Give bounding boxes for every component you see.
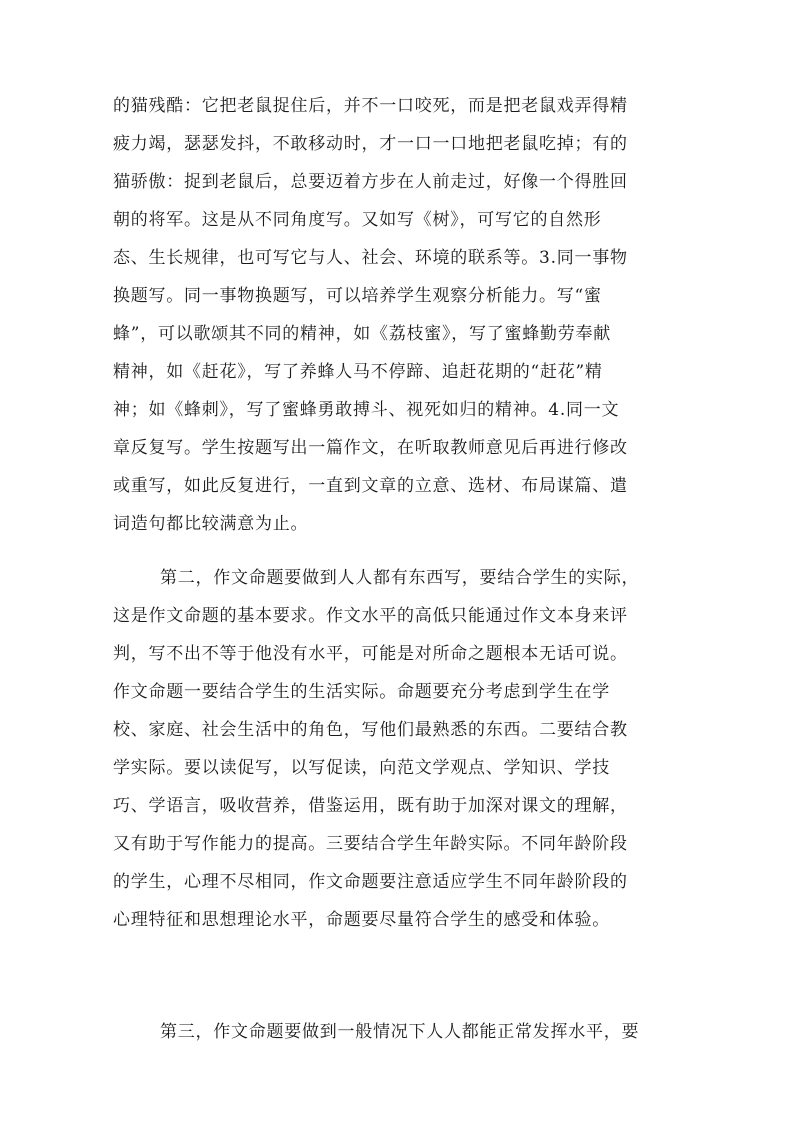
paragraph-1-line-5: 态、生长规律，也可写它与人、社会、环境的联系等。3.同一事物 (113, 248, 628, 268)
paragraph-1-line-4: 朝的将军。这是从不同角度写。又如写《树》，可写它的自然形 (113, 210, 602, 230)
paragraph-3-line-1: 第三，作文命题要做到一般情况下人人都能正常发挥水平，要 (160, 1022, 640, 1042)
paragraph-1-line-12: 词造句都比较满意为止。 (113, 514, 309, 534)
paragraph-1-line-2: 疲力竭，瑟瑟发抖，不敢移动时，才一口一口地把老鼠吃掉；有的 (113, 134, 628, 154)
paragraph-2-line-10: 心理特征和思想理论水平，命题要尽量符合学生的感受和体验。 (113, 910, 610, 930)
paragraph-1-line-6: 换题写。同一事物换题写，可以培养学生观察分析能力。写“蜜 (113, 286, 602, 306)
paragraph-1-line-7: 蜂”，可以歌颂其不同的精神，如《荔枝蜜》，写了蜜蜂勤劳奉献 (113, 324, 611, 344)
paragraph-2-line-8: 又有助于写作能力的提高。三要结合学生年龄实际。不同年龄阶段 (113, 834, 628, 854)
paragraph-2-line-2: 这是作文命题的基本要求。作文水平的高低只能通过作文本身来评 (113, 606, 628, 626)
paragraph-1-line-3: 猫骄傲：捉到老鼠后，总要迈着方步在人前走过，好像一个得胜回 (113, 172, 628, 192)
paragraph-2-line-1: 第二，作文命题要做到人人都有东西写，要结合学生的实际， (160, 568, 640, 588)
paragraph-1-line-1: 的猫残酷：它把老鼠捉住后，并不一口咬死，而是把老鼠戏弄得精 (113, 96, 628, 116)
paragraph-2-line-7: 巧、学语言，吸收营养，借鉴运用，既有助于加深对课文的理解， (113, 796, 628, 816)
paragraph-2-line-5: 校、家庭、社会生活中的角色，写他们最熟悉的东西。二要结合教 (113, 720, 628, 740)
paragraph-1-line-8: 精神，如《赶花》，写了养蜂人马不停蹄、追赶花期的“赶花”精 (113, 362, 603, 382)
paragraph-1-line-10: 章反复写。学生按题写出一篇作文，在听取教师意见后再进行修改 (113, 438, 628, 458)
paragraph-2-line-9: 的学生，心理不尽相同，作文命题要注意适应学生不同年龄阶段的 (113, 872, 628, 892)
paragraph-2-line-4: 作文命题一要结合学生的生活实际。命题要充分考虑到学生在学 (113, 682, 610, 702)
paragraph-2-line-3: 判，写不出不等于他没有水平，可能是对所命之题根本无话可说。 (113, 644, 628, 664)
paragraph-2-line-6: 学实际。要以读促写，以写促读，向范文学观点、学知识、学技 (113, 758, 610, 778)
paragraph-1-line-11: 或重写，如此反复进行，一直到文章的立意、选材、布局谋篇、遣 (113, 476, 628, 496)
paragraph-1-line-9: 神；如《蜂刺》，写了蜜蜂勇敢搏斗、视死如归的精神。4.同一文 (113, 400, 620, 420)
